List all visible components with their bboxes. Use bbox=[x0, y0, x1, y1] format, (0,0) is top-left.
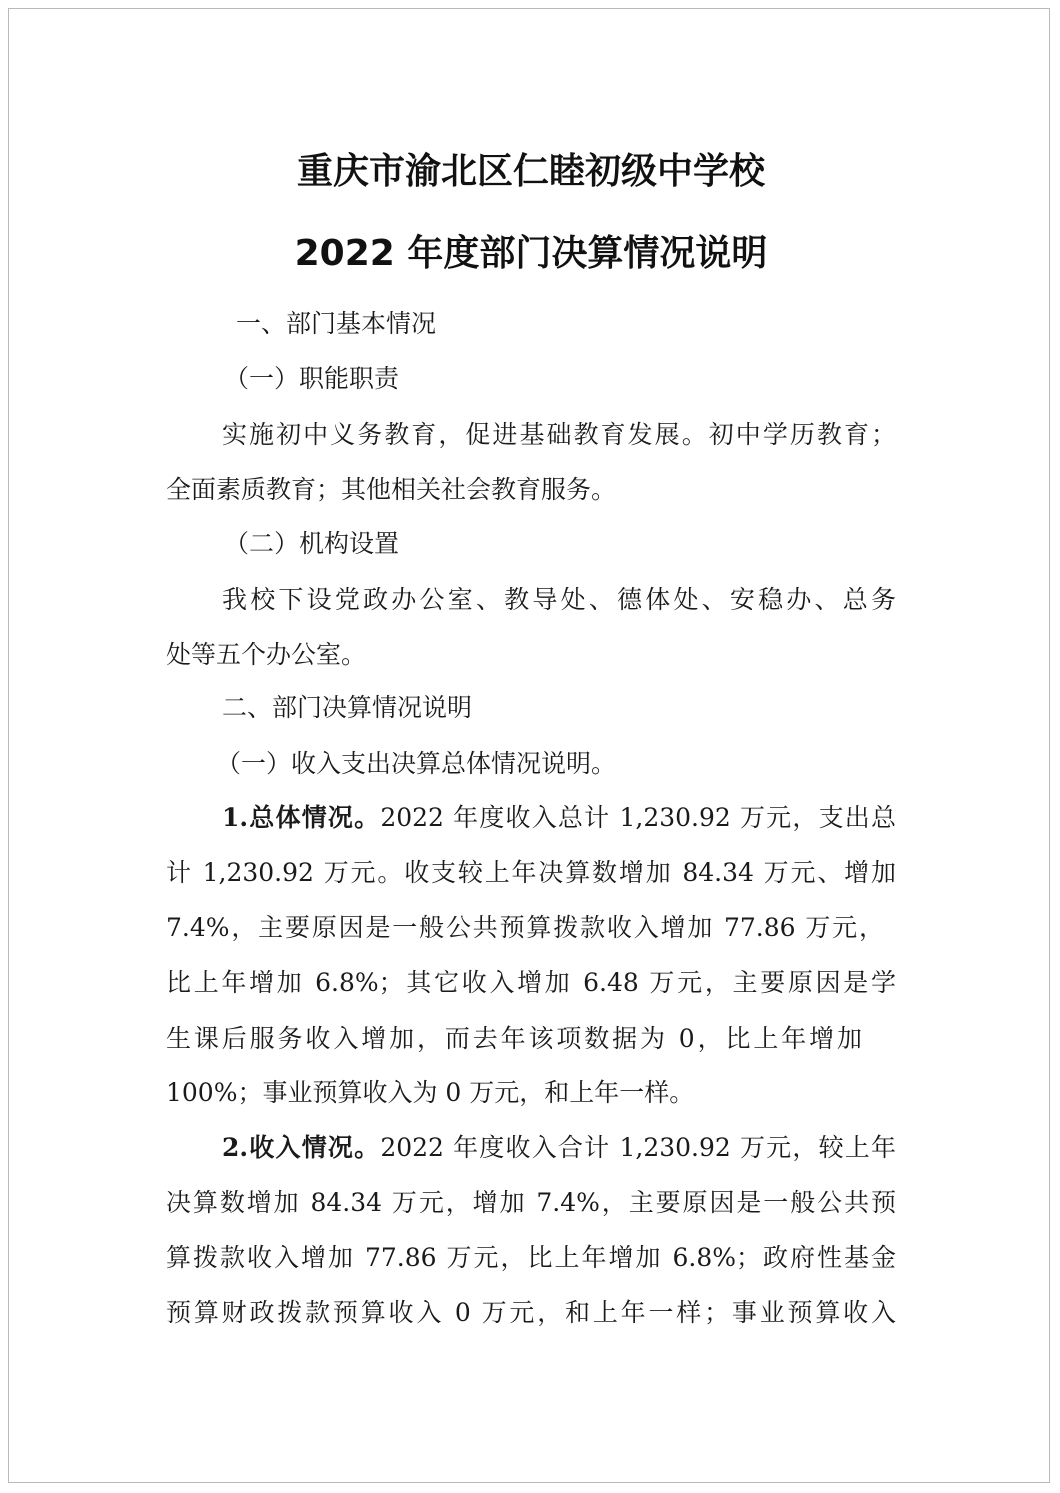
section-1-sub-2-heading: （二）机构设置 bbox=[224, 529, 400, 558]
paragraph-lead: 1.总体情况。 bbox=[222, 803, 381, 832]
paragraph-line: 比上年增加 6.8%；其它收入增加 6.48 万元，主要原因是学 bbox=[166, 968, 896, 997]
document-title-line-1: 重庆市渝北区仁睦初级中学校 bbox=[296, 151, 765, 192]
paragraph-line: 生课后服务收入增加，而去年该项数据为 0，比上年增加 bbox=[166, 1024, 862, 1053]
paragraph-text: 2022 年度收入总计 1,230.92 万元，支出总 bbox=[380, 803, 896, 832]
paragraph-line: 计 1,230.92 万元。收支较上年决算数增加 84.34 万元、增加 bbox=[166, 858, 896, 887]
paragraph-line: 决算数增加 84.34 万元，增加 7.4%，主要原因是一般公共预 bbox=[166, 1188, 896, 1217]
section-1-sub-1-heading: （一）职能职责 bbox=[224, 364, 400, 393]
paragraph-line: 100%；事业预算收入为 0 万元，和上年一样。 bbox=[166, 1078, 695, 1107]
paragraph-line: 处等五个办公室。 bbox=[166, 640, 367, 669]
paragraph-line: 实施初中义务教育，促进基础教育发展。初中学历教育； bbox=[222, 420, 896, 449]
paragraph-first-line bbox=[166, 1130, 896, 1166]
paragraph-line: 我校下设党政办公室、教导处、德体处、安稳办、总务 bbox=[222, 585, 896, 614]
document-title-line-2: 2022 年度部门决算情况说明 bbox=[294, 233, 768, 274]
paragraph-line: 预算财政拨款预算收入 0 万元，和上年一样；事业预算收入 bbox=[166, 1298, 896, 1327]
section-1-heading: 一、部门基本情况 bbox=[236, 309, 437, 338]
section-2-sub-1-heading: （一）收入支出决算总体情况说明。 bbox=[216, 749, 617, 778]
paragraph-first-line bbox=[166, 800, 896, 836]
paragraph-line: 7.4%，主要原因是一般公共预算拨款收入增加 77.86 万元， bbox=[166, 913, 884, 942]
paragraph-line: 算拨款收入增加 77.86 万元，比上年增加 6.8%；政府性基金 bbox=[166, 1243, 896, 1272]
paragraph-line: 全面素质教育；其他相关社会教育服务。 bbox=[166, 475, 617, 504]
section-2-heading: 二、部门决算情况说明 bbox=[222, 693, 473, 722]
paragraph-text: 2022 年度收入合计 1,230.92 万元，较上年 bbox=[380, 1133, 896, 1162]
paragraph-lead: 2.收入情况。 bbox=[222, 1133, 381, 1162]
